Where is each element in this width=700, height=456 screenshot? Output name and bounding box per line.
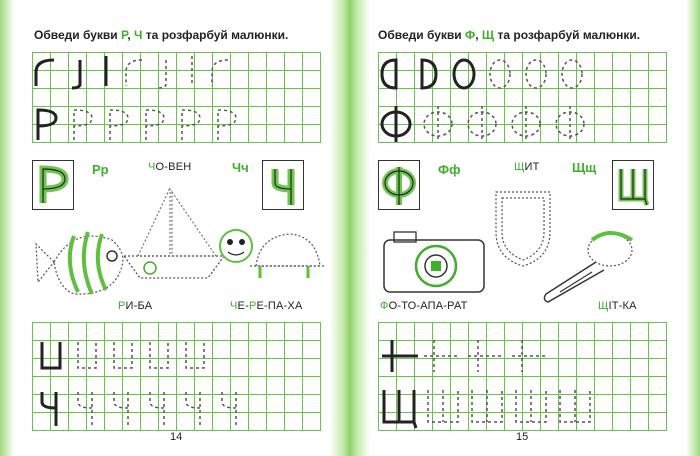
word-mid: Е-	[237, 300, 249, 312]
instruction-text: Обведи букви	[378, 28, 465, 42]
word-shchyt	[514, 161, 540, 173]
tracing-letters-bottom	[32, 322, 320, 430]
fish-picture	[34, 222, 134, 302]
letter-box-shch	[612, 160, 654, 210]
instruction-letter-f: Ф	[465, 28, 476, 42]
turtle-picture	[216, 222, 324, 282]
word-highlight: Щ	[514, 161, 525, 173]
writing-grid-top	[378, 52, 667, 143]
page-number-right: 15	[516, 431, 529, 443]
instruction-text: Обведи букви	[34, 28, 121, 42]
word-highlight-2: Р	[248, 300, 257, 312]
instruction-letter-r: Р	[121, 28, 128, 42]
book-spine-shade	[330, 0, 370, 456]
tracing-letters-bottom	[378, 322, 666, 430]
page-15	[350, 0, 700, 456]
writing-grid-bottom	[378, 322, 667, 431]
word-chovven	[148, 161, 191, 173]
camera-picture	[380, 226, 490, 296]
page-number-left: 14	[170, 431, 183, 443]
word-rest: О-ВЕН	[155, 161, 192, 173]
instruction-left	[34, 28, 288, 42]
page-edge-shade	[0, 0, 14, 456]
tracing-letters-top	[378, 52, 666, 142]
word-cherepakha	[230, 300, 302, 312]
instruction-suffix: та розфарбуй малюнки.	[494, 28, 641, 42]
letter-box-r	[32, 160, 74, 210]
word-highlight: Ч	[230, 300, 238, 312]
letter-pair-ch: Чч	[232, 160, 249, 175]
letter-shch-trace	[613, 161, 653, 209]
word-rest: И-БА	[125, 300, 153, 312]
writing-grid-top	[32, 52, 321, 143]
letter-ch-trace	[263, 161, 303, 209]
letter-box-f	[378, 160, 420, 210]
instruction-sep: ,	[475, 28, 482, 42]
instruction-suffix: та розфарбуй малюнки.	[142, 28, 289, 42]
letter-r-trace	[33, 161, 73, 209]
word-fotoaparat	[380, 300, 468, 312]
instruction-right	[378, 28, 640, 42]
page-edge-shade	[686, 0, 700, 456]
word-highlight: Щ	[598, 300, 609, 312]
word-highlight: Ч	[148, 161, 156, 173]
instruction-sep: ,	[127, 28, 135, 42]
letter-pair-shch: Щщ	[572, 160, 597, 175]
letter-f-trace	[379, 161, 419, 209]
word-shchitka	[598, 300, 637, 312]
instruction-letter-shch: Щ	[481, 28, 495, 42]
letter-pair-f: Фф	[438, 162, 461, 177]
boat-picture	[120, 178, 230, 288]
writing-grid-bottom	[32, 322, 321, 431]
word-ryba	[118, 300, 152, 312]
word-rest: ІТ-КА	[608, 300, 637, 312]
instruction-letter-ch: Ч	[134, 28, 143, 42]
letter-box-ch	[262, 160, 304, 210]
word-rest: О-ТО-АПА-РАТ	[388, 300, 468, 312]
word-highlight: Р	[118, 300, 126, 312]
word-rest: ИТ	[524, 161, 540, 173]
word-highlight: Ф	[380, 300, 389, 312]
word-rest: Е-ПА-ХА	[256, 300, 303, 312]
tracing-letters-top	[32, 52, 320, 142]
letter-pair-r: Рр	[92, 162, 109, 177]
brush-picture	[540, 226, 680, 306]
